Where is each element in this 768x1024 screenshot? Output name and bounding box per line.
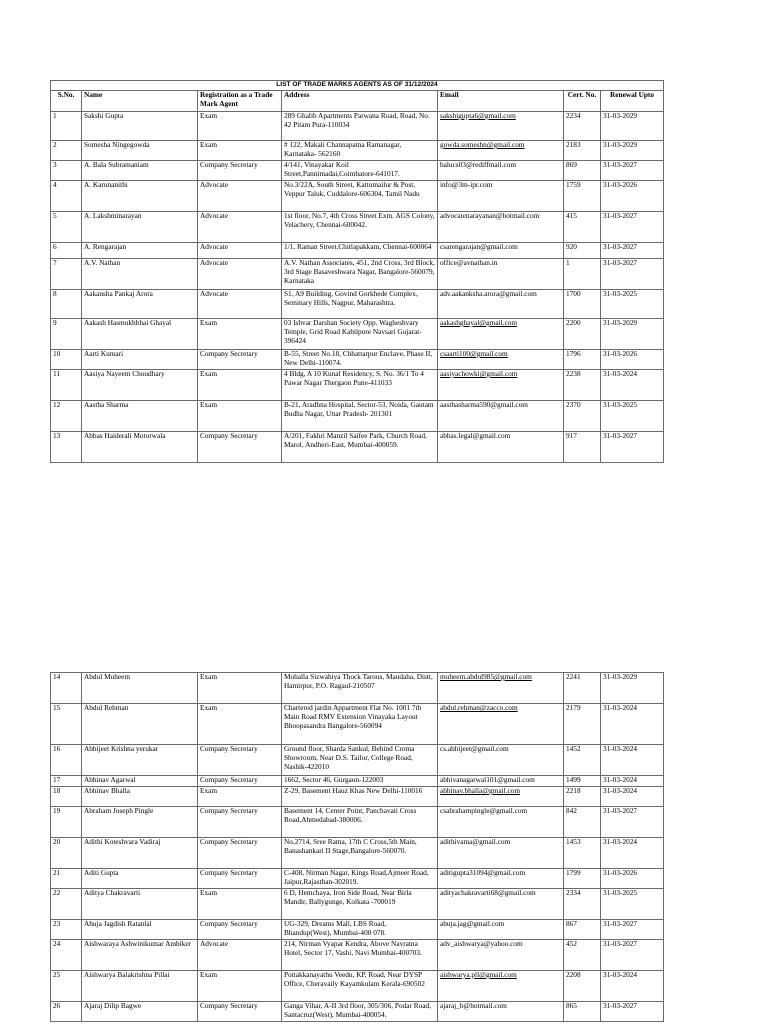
cell-registration: Exam — [198, 673, 282, 704]
cell-renewal: 31-03-2025 — [601, 401, 664, 432]
table-row — [51, 259, 664, 290]
cell-name: Aasiya Nayeem Choudhary — [82, 370, 198, 401]
cell-email[interactable]: csarengarajan@gmail.com — [438, 243, 564, 259]
cell-registration: Exam — [198, 112, 282, 141]
cell-email[interactable]: aasiyachowki@gmail.com — [438, 370, 564, 401]
cell-renewal: 31-03-2029 — [601, 112, 664, 141]
cell-address: 4/141, Vinayakar Koil Street,Pannimadai,Coimbatore-641017. — [282, 161, 438, 181]
table-row — [51, 745, 664, 776]
cell-cert-no: 842 — [564, 807, 601, 838]
cell-address: 1st floor, No.7, 4th Cross Street Extn. AGS Colony, Velachery, Chennai-600042. — [282, 212, 438, 243]
cell-renewal: 31-03-2027 — [601, 161, 664, 181]
cell-sno: 18 — [51, 787, 82, 807]
cell-cert-no: 1759 — [564, 181, 601, 212]
cell-cert-no: 2241 — [564, 673, 601, 704]
cell-cert-no: 2208 — [564, 971, 601, 1002]
cell-sno: 5 — [51, 212, 82, 243]
cell-name: Somesha Ningegowda — [82, 141, 198, 161]
cell-registration: Advocate — [198, 290, 282, 319]
cell-registration: Exam — [198, 889, 282, 920]
cell-name: Ahuja Jagdish Ratanlal — [82, 920, 198, 940]
cell-address: Basement 14, Center Point, Panchavati Cross Road,Ahmedabad-380006. — [282, 807, 438, 838]
cell-email[interactable]: ahuja.jag@gmail.com — [438, 920, 564, 940]
cell-email[interactable]: adv.aakanksha.arora@gmail.com — [438, 290, 564, 319]
cell-sno: 7 — [51, 259, 82, 290]
cell-address: S1, A9 Building, Govind Gorkhede Complex, Seminary Hills, Nagpur, Maharashtra. — [282, 290, 438, 319]
cell-address: UG-329, Dreams Mall, LBS Road, Bhandup(West), Mumbai-400 078. — [282, 920, 438, 940]
table-title-row — [51, 81, 664, 91]
cell-renewal: 31-03-2026 — [601, 869, 664, 889]
cell-renewal: 31-03-2029 — [601, 673, 664, 704]
cell-address: 289 Ghalib Apartments Parwana Road, Road, No. 42 Pitam Pura-110034 — [282, 112, 438, 141]
cell-cert-no: 2238 — [564, 370, 601, 401]
cell-sno: 15 — [51, 704, 82, 745]
cell-registration: Advocate — [198, 243, 282, 259]
header-renewal: Renewal Upto — [601, 91, 664, 112]
cell-name: Aditya Chakravarti — [82, 889, 198, 920]
table-row — [51, 161, 664, 181]
cell-sno: 12 — [51, 401, 82, 432]
cell-registration: Company Secretary — [198, 869, 282, 889]
table-title: LIST OF TRADE MARKS AGENTS AS OF 31/12/2024 — [51, 81, 664, 91]
cell-cert-no: 2200 — [564, 319, 601, 350]
table-row — [51, 838, 664, 869]
cell-sno: 19 — [51, 807, 82, 838]
cell-registration: Exam — [198, 141, 282, 161]
cell-cert-no: 869 — [564, 161, 601, 181]
cell-email[interactable]: sakshigupta6@gmail.com — [438, 112, 564, 141]
cell-address: A.V. Nathan Associates, 451, 2nd Cross, 3rd Block, 3rd Stage Basaveshwara Nagar, Bangalore-560079, Karnataka — [282, 259, 438, 290]
cell-email[interactable]: csaarti100@gmail.com — [438, 350, 564, 370]
cell-renewal: 31-03-2027 — [601, 920, 664, 940]
cell-registration: Exam — [198, 971, 282, 1002]
cell-renewal: 31-03-2024 — [601, 370, 664, 401]
cell-email[interactable]: aakashghayal@gmail.com — [438, 319, 564, 350]
cell-registration: Advocate — [198, 259, 282, 290]
cell-renewal: 31-03-2027 — [601, 243, 664, 259]
cell-sno: 6 — [51, 243, 82, 259]
cell-sno: 26 — [51, 1002, 82, 1022]
cell-cert-no: 452 — [564, 940, 601, 971]
cell-registration: Advocate — [198, 940, 282, 971]
table-row — [51, 869, 664, 889]
cell-cert-no: 2179 — [564, 704, 601, 745]
cell-email[interactable]: abhivanagarwal101@gmail.com — [438, 776, 564, 787]
cell-email[interactable]: gowda.someshn@gmail.com — [438, 141, 564, 161]
trade-mark-agents-table — [50, 80, 664, 463]
cell-sno: 1 — [51, 112, 82, 141]
header-registration: Registration as a Trade Mark Agent — [198, 91, 282, 112]
cell-name: A. Karunanithi — [82, 181, 198, 212]
cell-cert-no: 1452 — [564, 745, 601, 776]
cell-sno: 2 — [51, 141, 82, 161]
cell-registration: Exam — [198, 787, 282, 807]
cell-address: 1662, Sector 46, Gurgaon-122003 — [282, 776, 438, 787]
cell-renewal: 31-03-2024 — [601, 838, 664, 869]
cell-email[interactable]: adithivama@gmail.com — [438, 838, 564, 869]
cell-renewal: 31-03-2024 — [601, 776, 664, 787]
header-name: Name — [82, 91, 198, 112]
cell-address: Mohalla Sizwahiya Thock Tarous, Maudaha, Distt, Hamirpur, P.O. Ragaul-210507 — [282, 673, 438, 704]
cell-address: 1/1, Raman Street,Chitlapakkam, Chennai-600064 — [282, 243, 438, 259]
cell-email[interactable]: cs.abhijeet@gmail.com — [438, 745, 564, 776]
cell-email[interactable]: csabrahampingle@gmail.com — [438, 807, 564, 838]
cell-name: Aastha Sharma — [82, 401, 198, 432]
cell-sno: 4 — [51, 181, 82, 212]
cell-cert-no: 917 — [564, 432, 601, 463]
cell-address: Z-29, Basement Hauz Khas New Delhi-110016 — [282, 787, 438, 807]
cell-sno: 21 — [51, 869, 82, 889]
cell-name: Ajaraj Dilip Bagwe — [82, 1002, 198, 1022]
cell-address: 6 D, Hemchaya, Iron Side Road, Near Birla Mandir, Ballygunge, Kolkata -700019 — [282, 889, 438, 920]
cell-renewal: 31-03-2027 — [601, 259, 664, 290]
cell-address: B-21, Aradhna Hospital, Sector-53, Noida, Gautam Budha Nagar, Uttar Pradesh- 201301 — [282, 401, 438, 432]
cell-cert-no: 1453 — [564, 838, 601, 869]
cell-name: Aarti Kumari — [82, 350, 198, 370]
cell-name: Abdul Rehman — [82, 704, 198, 745]
cell-renewal: 31-03-2027 — [601, 432, 664, 463]
header-sno: S.No. — [51, 91, 82, 112]
cell-renewal: 31-03-2024 — [601, 971, 664, 1002]
cell-sno: 10 — [51, 350, 82, 370]
table-row — [51, 290, 664, 319]
cell-cert-no: 2183 — [564, 141, 601, 161]
table-row — [51, 181, 664, 212]
cell-cert-no: 865 — [564, 1002, 601, 1022]
cell-renewal: 31-03-2029 — [601, 319, 664, 350]
cell-cert-no: 1700 — [564, 290, 601, 319]
cell-registration: Company Secretary — [198, 745, 282, 776]
cell-name: Aditi Gupta — [82, 869, 198, 889]
cell-sno: 11 — [51, 370, 82, 401]
cell-address: Pottakkanayathu Veedu, KP, Road, Near DYSP Office, Cheravaily Kayamkulam Kerala-690502 — [282, 971, 438, 1002]
cell-registration: Advocate — [198, 212, 282, 243]
cell-cert-no: 1 — [564, 259, 601, 290]
cell-cert-no: 1499 — [564, 776, 601, 787]
cell-name: Aishwarya Balakrishna Pillai — [82, 971, 198, 1002]
table-row — [51, 673, 664, 704]
cell-registration: Company Secretary — [198, 432, 282, 463]
cell-email[interactable]: info@3m-ipr.com — [438, 181, 564, 212]
cell-renewal: 31-03-2027 — [601, 212, 664, 243]
cell-sno: 23 — [51, 920, 82, 940]
cell-cert-no: 920 — [564, 243, 601, 259]
table-row — [51, 776, 664, 787]
cell-name: Abhijeet Krishna yerukar — [82, 745, 198, 776]
table-row — [51, 1002, 664, 1022]
cell-renewal: 31-03-2029 — [601, 141, 664, 161]
cell-renewal: 31-03-2027 — [601, 807, 664, 838]
table-row — [51, 370, 664, 401]
cell-name: Abhinav Agarwal — [82, 776, 198, 787]
header-row — [51, 91, 664, 112]
cell-sno: 3 — [51, 161, 82, 181]
table-row — [51, 350, 664, 370]
cell-registration: Advocate — [198, 181, 282, 212]
table-row — [51, 212, 664, 243]
cell-address: 4 Bldg, A 10 Kunal Residency, S. No. 36/1 To 4 Pawar Nagar Thergaon Pune-411033 — [282, 370, 438, 401]
cell-cert-no: 2218 — [564, 787, 601, 807]
cell-name: A. Lakshminarayan — [82, 212, 198, 243]
cell-name: A. Bala Subramaniam — [82, 161, 198, 181]
cell-name: Adithi Koteshvara Vadiraj — [82, 838, 198, 869]
cell-cert-no: 2370 — [564, 401, 601, 432]
cell-cert-no: 1796 — [564, 350, 601, 370]
cell-cert-no: 1799 — [564, 869, 601, 889]
cell-address: C-408, Nirman Nagar, Kings Road,Ajmeer Road, Jaipur,Rajasthan-302019. — [282, 869, 438, 889]
table-row — [51, 401, 664, 432]
cell-email[interactable]: aditigupta31094@gmail.com — [438, 869, 564, 889]
cell-email[interactable]: abbas.legal@gmail.com — [438, 432, 564, 463]
table-row — [51, 319, 664, 350]
table-row — [51, 807, 664, 838]
cell-renewal: 31-03-2024 — [601, 745, 664, 776]
cell-sno: 16 — [51, 745, 82, 776]
cell-sno: 20 — [51, 838, 82, 869]
cell-registration: Company Secretary — [198, 920, 282, 940]
table-row — [51, 432, 664, 463]
table-row — [51, 112, 664, 141]
header-cert-no: Cert. No. — [564, 91, 601, 112]
table-row — [51, 243, 664, 259]
cell-address: No.2714, Sree Rama, 17th C Cross,5th Main, Banashankari II Stage,Bangalore-560070. — [282, 838, 438, 869]
cell-name: A. Rengarajan — [82, 243, 198, 259]
cell-name: Abdul Muheem — [82, 673, 198, 704]
cell-registration: Company Secretary — [198, 776, 282, 787]
cell-registration: Exam — [198, 370, 282, 401]
cell-registration: Exam — [198, 401, 282, 432]
table-row — [51, 141, 664, 161]
header-address: Address — [282, 91, 438, 112]
table-row — [51, 971, 664, 1002]
table-row — [51, 920, 664, 940]
trade-mark-agents-table-continued — [50, 672, 664, 1022]
cell-address: # 122, Makali Channapatna Ramanagar, Karnataka- 562160 — [282, 141, 438, 161]
cell-sno: 9 — [51, 319, 82, 350]
cell-renewal: 31-03-2025 — [601, 290, 664, 319]
cell-sno: 25 — [51, 971, 82, 1002]
cell-address: B-55, Street No.18, Chhattarpur Enclave, Phase II, New Delhi-110074. — [282, 350, 438, 370]
cell-cert-no: 2234 — [564, 112, 601, 141]
cell-cert-no: 867 — [564, 920, 601, 940]
cell-email[interactable]: advocatenarayanan@hotmail.com — [438, 212, 564, 243]
cell-sno: 17 — [51, 776, 82, 787]
cell-name: Abraham Joseph Pingle — [82, 807, 198, 838]
cell-address: No.3/22A, South Street, Kattumailur & Post, Veppur Taluk, Cuddalore-606304, Tamil Nadu — [282, 181, 438, 212]
cell-email[interactable]: ajaraj_b@hotmail.com — [438, 1002, 564, 1022]
cell-name: Sakshi Gupta — [82, 112, 198, 141]
cell-sno: 22 — [51, 889, 82, 920]
cell-sno: 13 — [51, 432, 82, 463]
cell-name: Aishwaraya Ashwinikumar Ambiker — [82, 940, 198, 971]
cell-email[interactable]: abdul.rehman@zacco.com — [438, 704, 564, 745]
cell-address: Ganga Vihar, A-II 3rd floor, 305/306, Podar Road, Santacruz(West), Mumbai-400054. — [282, 1002, 438, 1022]
cell-sno: 24 — [51, 940, 82, 971]
cell-sno: 8 — [51, 290, 82, 319]
table-row — [51, 787, 664, 807]
cell-registration: Exam — [198, 704, 282, 745]
cell-name: Aakash Hasmukhbhai Ghayal — [82, 319, 198, 350]
cell-name: Abbas Haiderali Motorwala — [82, 432, 198, 463]
cell-registration: Exam — [198, 319, 282, 350]
cell-registration: Company Secretary — [198, 1002, 282, 1022]
cell-email[interactable]: office@avnathan.in — [438, 259, 564, 290]
cell-email[interactable]: muheem.abdul985@gmail.com — [438, 673, 564, 704]
cell-renewal: 31-03-2026 — [601, 350, 664, 370]
cell-address: Ground floor, Sharda Sankul, Behind Croma Showroom, Near D.S. Tailor, College Road, Nashik-422010 — [282, 745, 438, 776]
cell-registration: Company Secretary — [198, 350, 282, 370]
cell-email[interactable]: adityachakravarti68@gmail.com — [438, 889, 564, 920]
table-row — [51, 704, 664, 745]
cell-renewal: 31-03-2027 — [601, 940, 664, 971]
cell-email[interactable]: aishwarya.pll@gmail.com — [438, 971, 564, 1002]
cell-address: Chartered jardin Appartment Flat No. 1001 7th Main Road RMV Extension Vinayaka Layout Bhoopasandra Bangalore-560094 — [282, 704, 438, 745]
cell-renewal: 31-03-2027 — [601, 1002, 664, 1022]
cell-name: A.V. Nathan — [82, 259, 198, 290]
cell-registration: Company Secretary — [198, 807, 282, 838]
cell-email[interactable]: adv_aishwarya@yahoo.com — [438, 940, 564, 971]
cell-name: Aakansha Pankaj Arora — [82, 290, 198, 319]
cell-renewal: 31-03-2025 — [601, 889, 664, 920]
cell-address: A/201, Fakhri Manzil Saifee Park, Church Road, Marol, Andheri-East, Mumbai-400059. — [282, 432, 438, 463]
cell-registration: Company Secretary — [198, 161, 282, 181]
cell-email[interactable]: abhinav.bhalla@gmail.com — [438, 787, 564, 807]
table-row — [51, 889, 664, 920]
cell-email[interactable]: balucs03@rediffmail.com — [438, 161, 564, 181]
cell-renewal: 31-03-2024 — [601, 787, 664, 807]
cell-name: Abhinav Bhalla — [82, 787, 198, 807]
header-email: Email — [438, 91, 564, 112]
table-row — [51, 940, 664, 971]
cell-sno: 14 — [51, 673, 82, 704]
cell-address: 03 Ishvar Darshan Society Opp. Wagheshvary Temple, Grid Road Kabilpore Navsari Gujarat-396424 — [282, 319, 438, 350]
cell-renewal: 31-03-2024 — [601, 704, 664, 745]
cell-registration: Company Secretary — [198, 838, 282, 869]
cell-cert-no: 2334 — [564, 889, 601, 920]
cell-email[interactable]: aasthasharma590@gmail.com — [438, 401, 564, 432]
cell-cert-no: 415 — [564, 212, 601, 243]
cell-renewal: 31-03-2026 — [601, 181, 664, 212]
cell-address: 214, Nirman Vyapar Kendra, Above Navratna Hotel, Sector 17, Vashi, Navi Mumbai-400703. — [282, 940, 438, 971]
